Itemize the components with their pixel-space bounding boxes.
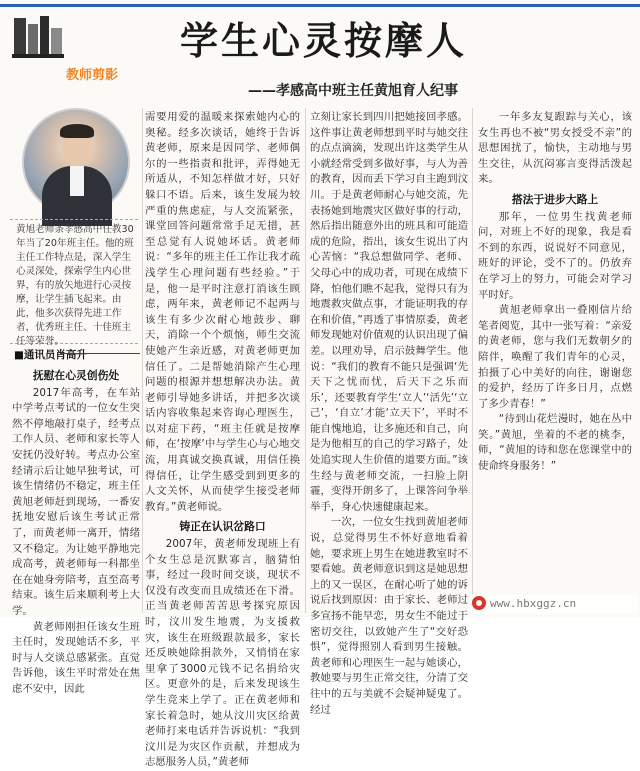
section-title-1: 抚慰在心灵创伤处 — [32, 369, 120, 382]
paragraph: 黄老师刚担任该女生班主任时，发现她话不多，平时与人交谈总感紧张。直觉告诉他，该生平时常处在焦虑不安中，因此 — [12, 620, 140, 695]
paragraph: 那年，一位男生找黄老师问，对班上不好的现象，我是看不到的东西，说说好不同意见，班好的评论，受不了的。仍放弃在学习上的努力，可能会对学习平时好。 — [478, 210, 632, 301]
top-blue-rule — [0, 4, 640, 7]
headline: 学生心灵按摩人 — [180, 18, 468, 63]
article-column-2 — [145, 110, 300, 769]
article-column-1 — [12, 364, 140, 695]
reporter-rule — [60, 353, 140, 354]
article-column-4 — [478, 110, 632, 614]
watermark-logo-icon — [472, 596, 486, 610]
column-divider — [142, 108, 143, 613]
paragraph: 一次，一位女生找到黄旭老师说，总觉得男生不怀好意地看着她，要求班上男生在她进教室时不要看她。黄老师意识到这是她思想上的又一误区，在耐心听了她的诉说后找到原因：由于家长、老师过多宣扬不能早恋，男女生不能过于密切交往，以致她产生了“交好恐惧”，觉得照别人看到男生接触。黄老师和心理医生一起与她谈心，教她要与男生正常交往，分清了交往中的五与美就不会疑神疑鬼了。经过 — [310, 516, 468, 716]
teacher-portrait-photo — [22, 108, 130, 216]
section-tag: 教师剪影 — [66, 68, 119, 83]
section-title-3: 搭法于进步大路上 — [511, 192, 599, 206]
column-divider — [305, 108, 306, 613]
paragraph: 黄旭老师拿出一叠刚信片给笔者阅览，其中一张写着：“亲爱的黄老师，您与我们无数朝夕的陪伴，唤醒了我们青年的心灵，拍摄了心中美好的向往，谢谢您的爱护，经历了许多日月，点燃了多少青春！” — [478, 304, 632, 410]
column-divider — [472, 108, 473, 613]
reporter-credit: ■通讯员肖高升 — [14, 349, 87, 361]
paragraph: 需要用爱的温暖来探索她内心的奥秘。经多次谈话，她终于告诉黄老师，原来是因同学、老师偶尔的一些指责和批评，弄得她无所适从，不知怎样做才好，只好躲口不语。后来，该生发展为较严重的焦虑症，与人交流紧张，课堂回答问题常常手足无措，甚至总觉有人说她坏话。黄老师说：“多年的班主任工作让我才疏浅学生心理问题有些经验。”于是，他一是平时注意打消该生顾虑，两年来，黄老师记不起两与该生有多少次耐心地鼓步、聊天，消除一个个烦恼，师生交流使她产生亲近感，对黄老师更加信任了。二是帮她消除产生心理问题的根源并想想解决办法。黄老师引导她多讲话，并把多次谈话内容收集起来咨询心理医生，以对症下药，“班主任就是按摩师，在‘按摩’中与学生心与心地交流，用真诚交换真诚，用信任换得信任，让学生感受到到更多的人文关怀，从而使学生接受老师教育。”黄老师说。 — [145, 111, 300, 513]
paragraph: 2017年高考，在车站中学考点考试的一位女生突然不停地敲打桌子，经考点工作人员、老师和家长等人安抚仍没好转。考点办公室经请示后让她早独考试，可该生情绪仍不稳定，班主任黄旭老师赶到现场，一番安抚地安慰后该生考试正常了，而黄老师一离开，情绪又不稳定。为让她平静地完成高考，黄老师每一科都坐在在她身旁陪考，直至高考结束。该生后来顺利考上大学。 — [12, 386, 140, 617]
teacher-bio: 黄旭老师条孝感高中任教30年当了20年班主任。他的班主任工作特点是，深入学生心灵深处，探索学生内心世界，有的放矢地进行心灵按摩，让学生插飞起来。由此，他多次获得先进工作者，优秀班主任、十佳班主任等荣誉。 — [16, 224, 134, 347]
books-icon — [10, 14, 66, 64]
subheadline: ——孝感高中班主任黄旭育人纪事 — [248, 83, 458, 99]
paragraph: 一年多友复跟踪与关心，该女生再也不被“男女授受不亲”的思想困扰了，愉快，主动地与男生交往，从沉闷寡言变得活泼起来。 — [478, 111, 632, 186]
paragraph: “待到山花烂漫时，她在丛中笑。”黄旭，坐着的不老的桃李，师，“黄旭的诗和您在您课堂中的使命终身服务！” — [478, 413, 632, 473]
article-column-3 — [310, 110, 468, 716]
paragraph: 立刻让家长到四川把她接回孝感。这件事让黄老师想到平时与她交往的点点滴滴，发现出许这类学生从小就经常受到多做好事，与人为善的教育，因而丢下学习自主跑到汶川。于是黄老师耐心与她交流，先表扬她到地震灾区做好事的行动，然后指出随意外出的班具和可能造成的危险，指出，该女生说出了内心苦恼：“我总想做同学、老师、父母心中的成功者，可现在成绩下降，怕他们瞧不起我，觉得只有为地震救灾做点事，才能证明我的存在和价值，”再透了事情原委，黄老师发现她对价值观的认识出现了偏差。以理劝导，启示鼓舞学生。他说：“我们的教育不能只是强调‘先天下之忧而忧，后天下之乐而乐’，还要教育学生‘立人’‘活先’‘立己’，‘自立’才能‘立天下’，平时不能自愧地追，让多施还和自己，向是为他相互的自己的学习路子，处处追实现人生价值的道要方面。”该生经与黄老师交流，一扫脸上阴霾，变得开朗多了，上课答问争举举手，身心快速健康起来。 — [310, 111, 468, 513]
paragraph: 2007年，黄老师发现班上有个女生总是沉默寡言，脑猜怕事，经过一段时间交谈，现状不仅没有改变而且成绩还在下滑。正当黄老师苦苦思考探究原因时，汶川发生地震，为支援救灾，该生在班级跟款最多，家长还反映她除捐款外，又悄悄在家里拿了3000元钱不记名捐给灾区。更意外的是，后来发现该生学生竞来上学了。正在黄老师和家长着急时，她从汶川灾区给黄老师打来电话并告诉说机：“我到汶川是为灾区作贡献，并想成为志愿服务人员，”黄老师 — [145, 538, 300, 769]
section-title-2: 铸正在认识岔路口 — [179, 520, 266, 534]
watermark-url: www.hbxggz.cn — [490, 597, 577, 610]
